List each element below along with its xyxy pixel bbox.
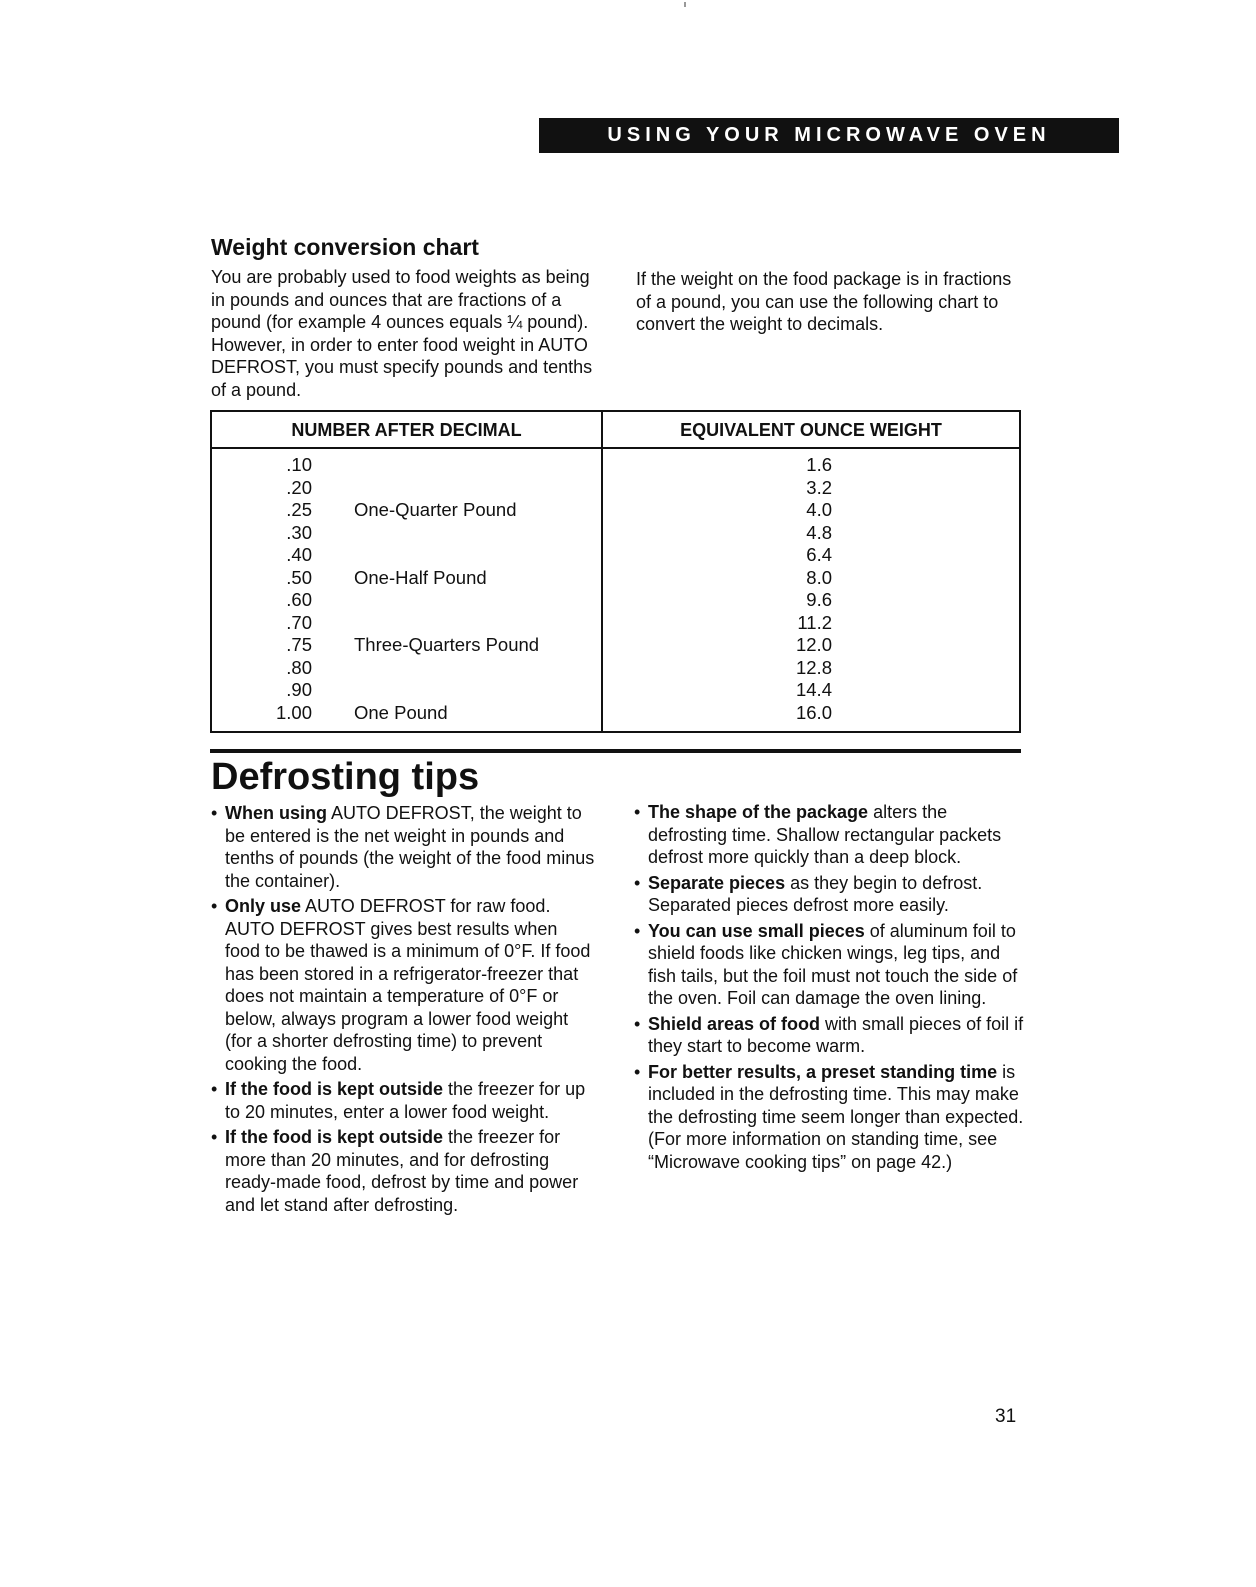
table-row [212,612,1019,635]
decimal-cell: 1.00 [275,701,312,723]
decimal-cell: .20 [286,476,312,498]
fraction-label-cell: One-Quarter Pound [354,499,517,520]
ounce-cell: 16.0 [795,701,832,723]
tip-lead: Shield areas of food [648,1013,821,1034]
tip-lead: The shape of the package [648,802,869,822]
table-row [212,454,1019,477]
ounce-cell: 8.0 [806,566,832,588]
ounce-cell: 3.2 [806,476,832,498]
column-header-decimal: NUMBER AFTER DECIMAL [291,420,522,440]
tip-lead: Only use [225,896,302,916]
table-row [212,634,1019,657]
decimal-cell: .75 [286,634,312,655]
tip-item [634,872,1024,917]
defrost-tips-left-column [211,802,596,1219]
ounce-cell: 12.0 [795,634,832,655]
weight-intro-right: If the weight on the food package is in fractions of a pound, you can use the following chart to convert the weight to decimals. [636,269,1012,334]
bullet-icon: • [634,1061,641,1082]
ounce-cell: 6.4 [806,544,832,565]
tip-item [211,802,596,892]
table-row [212,477,1019,500]
fraction-label-cell: One Pound [354,701,448,723]
tip-item [634,1013,1024,1058]
decimal-cell: .90 [286,679,312,700]
table-row [212,702,1019,725]
ounce-cell: 4.0 [806,499,832,520]
fraction-label-cell: Three-Quarters Pound [354,634,540,655]
weight-conversion-title: Weight conversion chart [211,234,479,260]
table-header-divider [212,447,1019,449]
decimal-cell: .60 [286,589,312,610]
ounce-cell: 14.4 [795,679,832,700]
tip-item [211,1126,596,1216]
table-row [212,522,1019,545]
ounce-cell: 1.6 [806,454,832,475]
tip-text: of aluminum foil to shield foods like chicken wings, leg tips, and fish tails, but the foil must not touch the side of the oven. Foil can damage the oven lining. [648,920,1018,1008]
bullet-icon: • [634,872,641,893]
tip-item [211,1078,596,1123]
table-row [212,657,1019,680]
section-header-bar: USING YOUR MICROWAVE OVEN [539,118,1119,153]
tip-text: alters the defrosting time. Shallow rectangular packets defrost more quickly than a deep block. [648,802,1002,867]
fraction-label-cell: One-Half Pound [354,566,487,588]
weight-intro-left: You are probably used to food weights as being in pounds and ounces that are fractions of a pound (for example 4 ounces equals ¼ pound). However, in order to enter food weight in AUTO DEFROST, you must specify pounds and tenths of a pound. [211,267,593,400]
bullet-icon: • [634,920,641,941]
tip-lead: If the food is kept outside [225,1127,444,1147]
tip-item [211,895,596,1075]
tip-text: the freezer for up to 20 minutes, enter a lower food weight. [225,1079,586,1122]
table-row [212,567,1019,590]
decimal-cell: .30 [286,521,312,543]
tip-lead: If the food is kept outside [225,1079,444,1099]
table-row [212,589,1019,612]
tip-lead: Separate pieces [648,872,786,893]
decimal-cell: .80 [286,656,312,678]
tip-text: AUTO DEFROST, the weight to be entered is the net weight in pounds and tenths of pounds (the weight of the food minus the container). [225,803,595,891]
ounce-cell: 4.8 [806,521,832,543]
tip-lead: When using [225,803,327,823]
page-number: 31 [995,1406,1017,1427]
decimal-cell: .25 [286,499,312,520]
bullet-icon: • [211,896,218,916]
tip-text: with small pieces of foil if they start to become warm. [648,1013,1024,1056]
decimal-cell: .40 [286,544,312,565]
tip-text: is included in the defrosting time. This may make the defrosting time seem longer than expected. (For more information on standing time, see “Microwave cooking tips” on page 42.) [648,1061,1024,1172]
table-body [212,454,1019,724]
weight-conversion-table [210,410,1021,733]
tip-item [634,920,1024,1010]
decimal-cell: .50 [286,566,312,588]
bullet-icon: • [211,1127,218,1147]
tip-text: the freezer for more than 20 minutes, and for defrosting ready-made food, defrost by time and power and let stand after defrosting. [225,1127,579,1215]
tip-lead: You can use small pieces [648,920,865,941]
column-header-ounces: EQUIVALENT OUNCE WEIGHT [680,420,942,440]
tip-text: as they begin to defrost. Separated pieces defrost more easily. [648,872,983,915]
decimal-cell: .70 [286,611,312,633]
bullet-icon: • [211,1079,218,1099]
decimal-cell: .10 [286,454,312,475]
bullet-icon: • [634,802,641,822]
tip-lead: For better results, a preset standing time [648,1061,998,1082]
ounce-cell: 11.2 [797,611,832,633]
table-row [212,499,1019,522]
defrosting-tips-title: Defrosting tips [211,756,480,798]
bullet-icon: • [634,1013,641,1034]
tip-item [634,801,1024,869]
scan-speck [684,2,686,7]
tip-text: AUTO DEFROST for raw food. AUTO DEFROST gives best results when food to be thawed is a minimum of 0°F. If food has been stored in a refrigerator-freezer that does not maintain a temperature of 0°F or below, always program a lower food weight (for a shorter defrosting time) to prevent cooking the food. [225,896,591,1074]
tip-item [634,1061,1024,1174]
defrost-tips-right-column [634,801,1024,1176]
section-divider-rule [210,749,1021,753]
table-row [212,679,1019,702]
bullet-icon: • [211,803,218,823]
table-row [212,544,1019,567]
ounce-cell: 12.8 [795,656,832,678]
ounce-cell: 9.6 [806,589,832,610]
